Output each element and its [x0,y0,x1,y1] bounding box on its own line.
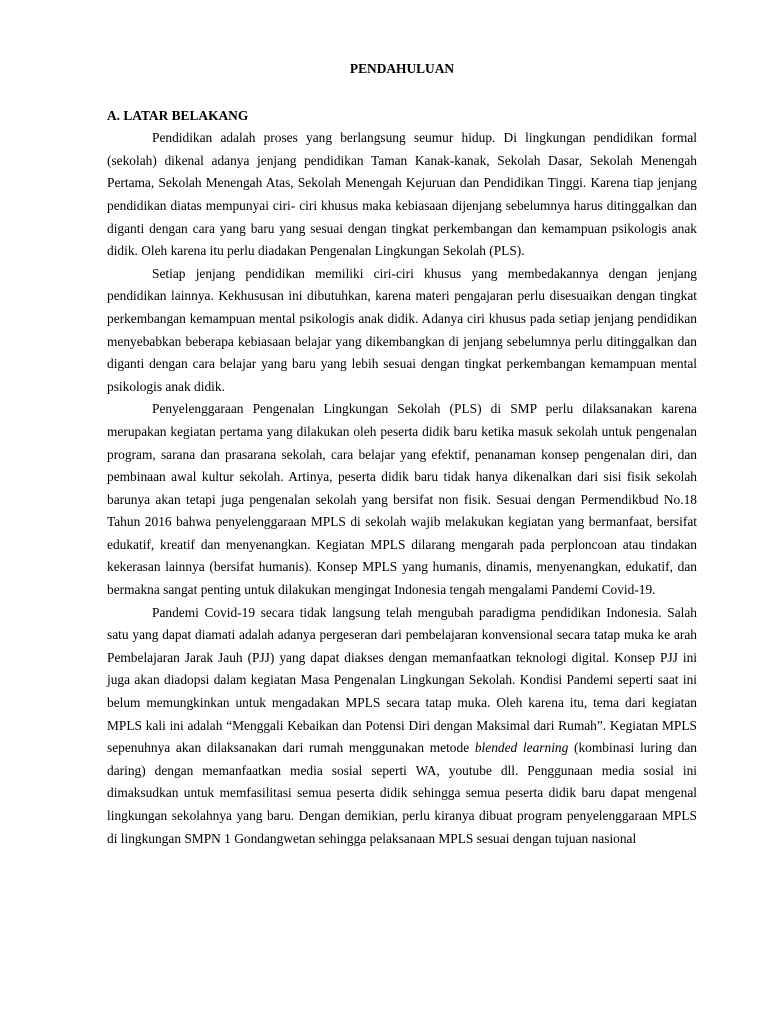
section-heading: A. LATAR BELAKANG [107,107,249,123]
document-page [107,58,697,850]
page-title: PENDAHULUAN [349,61,455,76]
paragraph-4-text-start: Pandemi Covid-19 secara tidak langsung telah mengubah paradigma pendidikan Indonesia. Salah satu yang dapat diamati adalah adanya pergeseran dari pembelajaran konvensional secara tatap muka ke arah Pembelajaran Jarak Jauh (PJJ) yang dapat diakses dengan memanfaatkan teknologi digital. Konsep PJJ ini juga akan diadopsi dalam kegiatan Masa Pengenalan Lingkungan Sekolah. Kondisi Pandemi seperti saat ini belum memungkinkan untuk mengadakan MPLS secara tatap muka. Oleh karena itu, tema dari kegiatan MPLS kali ini adalah “Menggali Kebaikan dan Potensi Diri dengan Maksimal dari Rumah”. Kegiatan MPLS sepenuhnya akan dilaksanakan dari rumah menggunakan metode [107,604,697,756]
paragraph-2: Setiap jenjang pendidikan memiliki ciri-ciri khusus yang membedakannya dengan jenjang pendidikan lainnya. Kekhususan ini dibutuhkan, karena materi pengajaran perlu disesuaikan dengan tingkat perkembangan kemampuan mental psikologis anak didik. Adanya ciri khusus pada setiap jenjang pendidikan menyebabkan beberapa kebiasaan belajar yang dikembangkan di jenjang sebelumnya perlu ditinggalkan dan diganti dengan cara belajar yang baru yang lebih sesuai dengan tingkat perkembangan kemampuan mental psikologis anak didik. [107,265,697,394]
paragraph-4 [107,602,697,851]
paragraph-3: Penyelenggaraan Pengenalan Lingkungan Sekolah (PLS) di SMP perlu dilaksanakan karena merupakan kegiatan pertama yang dilakukan oleh peserta didik baru ketika masuk sekolah untuk pengenalan program, sarana dan prasarana sekolah, cara belajar yang efektif, penanaman konsep pengenalan diri, dan pembinaan awal kultur sekolah. Artinya, peserta didik baru tidak hanya dikenalkan dari sisi fisik sekolah barunya akan tetapi juga pengenalan sekolah yang bersifat non fisik. Sesuai dengan Permendikbud No.18 Tahun 2016 bahwa penyelenggaraan MPLS di sekolah wajib melakukan kegiatan yang bermanfaat, bersifat edukatif, kreatif dan menyenangkan. Kegiatan MPLS dilarang mengarah pada perploncoan atau tindakan kekerasan lainnya (bersifat humanis). Konsep MPLS yang humanis, dinamis, menyenangkan, edukatif, dan bermakna sangat penting untuk dilakukan mengingat Indonesia tengah mengalami Pandemi Covid-19. [107,401,697,598]
italic-term: blended learning [474,740,569,756]
paragraph-4-text-end: (kombinasi luring dan daring) dengan memanfaatkan media sosial seperti WA, youtube dll. Penggunaan media sosial ini dimaksudkan untuk memfasilitasi semua peserta didik sehingga semua peserta didik baru dapat mengenal lingkungan sekolahnya yang baru. Dengan demikian, perlu kiranya dibuat program penyelenggaraan MPLS di lingkungan SMPN 1 Gondangwetan sehingga pelaksanaan MPLS sesuai dengan tujuan nasional [107,740,697,846]
paragraph-1: Pendidikan adalah proses yang berlangsung seumur hidup. Di lingkungan pendidikan formal (sekolah) dikenal adanya jenjang pendidikan Taman Kanak-kanak, Sekolah Dasar, Sekolah Menengah Pertama, Sekolah Menengah Atas, Sekolah Menengah Kejuruan dan Pendidikan Tinggi. Karena tiap jenjang pendidikan diatas mempunyai ciri- ciri khusus maka kebiasaan dijenjang sebelumnya harus ditinggalkan dan diganti dengan cara yang baru yang sesuai dengan tingkat perkembangan dan kemampuan psikologis anak didik. Oleh karena itu perlu diadakan Pengenalan Lingkungan Sekolah (PLS). [107,130,697,259]
